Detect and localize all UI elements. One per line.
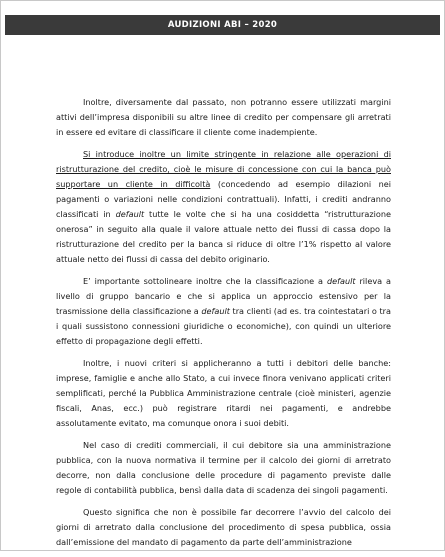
- text-segment: Inoltre, diversamente dal passato, non potranno essere utilizzati margini attivi dell’impresa disponibili su altre linee di credito per compensare gli arretrati in essere ed evitare di classificare il cliente come inadempiente.: [56, 97, 391, 137]
- paragraph: [56, 438, 391, 498]
- italic-term: default: [201, 306, 230, 316]
- underlined-text: Si introduce inoltre un limite stringente in relazione alle operazioni di ristrutturazione del credito, cioè le misure di concessione con cui la banca può supportare un cliente in difficoltà: [56, 149, 391, 189]
- text-segment: (concedendo ad esempio dilazioni nei pagamenti o variazioni nelle condizioni contrattuali). Infatti, i crediti andranno classificati in: [56, 179, 391, 219]
- header-title: AUDIZIONI ABI – 2020: [167, 20, 278, 30]
- paragraph: [56, 147, 391, 267]
- header-bar: [5, 15, 440, 35]
- text-segment: E’ importante sottolineare inoltre che la classificazione a: [83, 276, 327, 286]
- paragraph: [56, 356, 391, 431]
- text-segment: tra clienti (ad es. tra cointestatari o tra i quali sussistono connessioni giuridiche o economiche), con quindi un ulteriore effetto di propagazione degli effetti.: [56, 306, 391, 346]
- paragraph: [56, 505, 391, 550]
- italic-term: default: [115, 209, 145, 219]
- text-segment: rileva a livello di gruppo bancario e che si applica un approccio estensivo per la trasmissione della classificazione a: [56, 276, 391, 316]
- italic-term: default: [326, 276, 356, 286]
- text-segment: tutte le volte che si ha una cosiddetta “ristrutturazione onerosa” in seguito alla quale il valore attuale netto dei flussi di cassa dopo la ristrutturazione del credito per la banca si riduce di oltre l’1% rispetto al valore attuale netto dei flussi di cassa del debito originario.: [56, 209, 391, 264]
- paragraph: [56, 274, 391, 349]
- text-segment: Nel caso di crediti commerciali, il cui debitore sia una amministrazione pubblica, con la nuova normativa il termine per il calcolo dei giorni di arretrato decorre, non dalla conclusione delle procedure di pagamento previste dalle regole di contabilità pubblica, bensì dalla data di scadenza dei singoli pagamenti.: [56, 440, 391, 495]
- text-segment: Inoltre, i nuovi criteri si applicheranno a tutti i debitori delle banche: imprese, famiglie e anche allo Stato, a cui invece finora venivano applicati criteri semplificati, perché la Pubblica Amministrazione centrale (cioè ministeri, agenzie fiscali, Anas, ecc.) può registrare ritardi nei pagamenti, e andrebbe assolutamente evitato, ma comunque onora i suoi debiti.: [56, 358, 391, 428]
- document-body: [56, 95, 391, 557]
- text-segment: Questo significa che non è possibile far decorrere l’avvio del calcolo dei giorni di arretrato dalla conclusione del procedimento di spesa pubblica, ossia dall’emissione del mandato di pagamento da parte dell’amministrazione: [56, 507, 391, 547]
- paragraph: [56, 95, 391, 140]
